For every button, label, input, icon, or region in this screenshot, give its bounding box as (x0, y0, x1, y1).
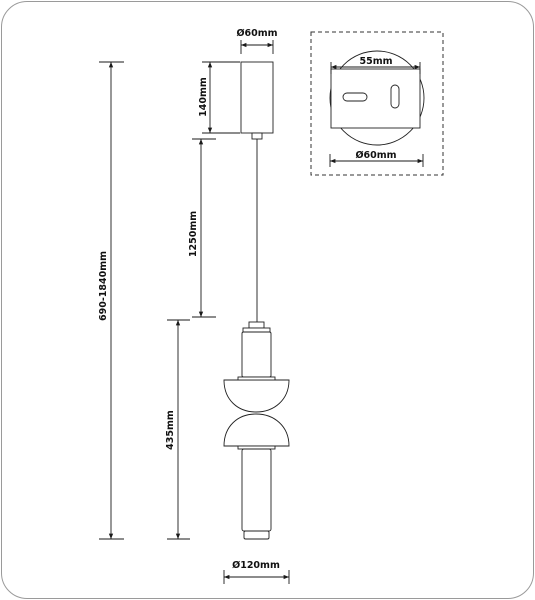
top-connector (249, 322, 264, 328)
mounting-bracket-plate (331, 69, 420, 128)
body-height-label: 435mm (165, 410, 176, 450)
upper-cylinder-cap (243, 328, 270, 332)
canopy-height-label: 140mm (198, 77, 209, 117)
lower-cylinder (242, 449, 271, 531)
total-height-dimension (98, 62, 124, 539)
upper-dome-rim (238, 377, 275, 380)
cable-length-dimension (188, 139, 216, 317)
upper-half-dome (224, 380, 289, 412)
body-diameter-dimension (224, 560, 289, 584)
drawing-frame (1, 1, 534, 599)
bracket-detail (311, 32, 443, 175)
canopy-diameter-dimension (236, 28, 277, 54)
bracket-width-label: 55mm (359, 56, 393, 67)
detail-diameter-label: Ø60mm (355, 150, 397, 161)
canopy-height-dimension (198, 62, 240, 133)
body-diameter-label: Ø120mm (232, 560, 280, 571)
body-height-dimension (165, 320, 190, 539)
upper-cylinder (242, 332, 271, 377)
canopy-cable-grip (252, 133, 262, 139)
cable-length-label: 1250mm (188, 210, 199, 258)
pendant-lamp (224, 62, 289, 539)
total-height-label: 690-1840mm (98, 250, 109, 322)
lower-half-dome (224, 414, 289, 446)
ceiling-canopy (241, 62, 273, 133)
canopy-diameter-label: Ø60mm (236, 28, 278, 39)
bottom-cap (244, 531, 269, 539)
pendant-lamp-diagram (2, 2, 534, 599)
